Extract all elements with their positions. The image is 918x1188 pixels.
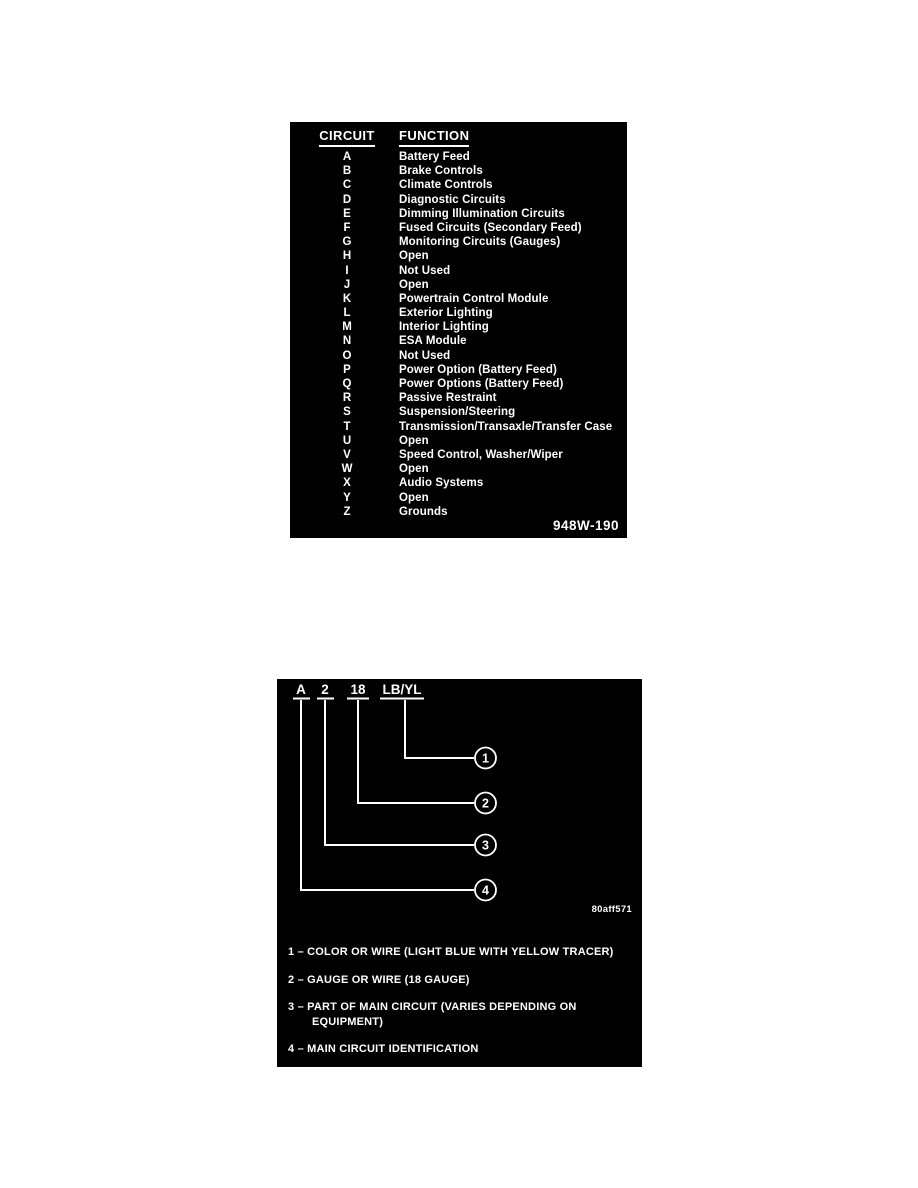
wire-code-main-circuit-label: A (296, 682, 306, 697)
table-row (290, 278, 627, 292)
circuit-function: Audio Systems (399, 477, 484, 490)
circuit-letter: S (343, 406, 351, 419)
circuit-function: Open (399, 250, 429, 263)
wire-code-diagram (277, 679, 642, 929)
table-row (290, 391, 627, 405)
circuit-function: Power Option (Battery Feed) (399, 363, 557, 376)
circuit-function: Transmission/Transaxle/Transfer Case (399, 420, 613, 433)
table-row (290, 207, 627, 221)
circuit-function: Dimming Illumination Circuits (399, 207, 565, 220)
circuit-letter: D (342, 193, 352, 206)
circuit-function: Power Options (Battery Feed) (399, 378, 564, 390)
table-row (290, 377, 627, 391)
table-row (290, 249, 627, 263)
callout-1-number: 1 (482, 751, 489, 766)
table-row (290, 405, 627, 419)
table-row (290, 178, 627, 192)
circuit-function: Not Used (399, 349, 451, 362)
table-row (290, 292, 627, 306)
circuit-function: Speed Control, Washer/Wiper (399, 448, 563, 461)
table-row (290, 363, 627, 377)
legend-item: 1 – COLOR OR WIRE (LIGHT BLUE WITH YELLOW TRACER) (288, 946, 614, 958)
circuit-letter: E (343, 207, 351, 220)
table-row (290, 505, 627, 519)
circuit-column-header (290, 128, 404, 147)
circuit-function: Brake Controls (399, 165, 483, 178)
legend-item: 4 – MAIN CIRCUIT IDENTIFICATION (288, 1043, 479, 1055)
circuit-function: Powertrain Control Module (399, 292, 549, 305)
circuit-letter: B (342, 165, 352, 178)
table-row (290, 448, 627, 462)
circuit-letter: P (343, 363, 351, 376)
circuit-function: Suspension/Steering (399, 406, 516, 419)
circuit-letter: X (343, 477, 351, 490)
diagram-figure-code: 80aff571 (591, 904, 632, 915)
callout-2 (475, 793, 496, 814)
table-row (290, 320, 627, 334)
circuit-function: Not Used (399, 264, 451, 277)
leader-line-gauge (358, 700, 474, 803)
table-row (290, 264, 627, 278)
wire-code-color-label: LB/YL (382, 682, 422, 697)
function-column-header-label: FUNCTION (399, 128, 469, 147)
circuit-letter: O (342, 349, 352, 362)
circuit-letter: L (343, 307, 351, 320)
callout-4-number: 4 (482, 883, 489, 898)
circuit-table-rows (290, 150, 627, 519)
leader-line-main-circuit (301, 700, 474, 890)
circuit-function: Open (399, 434, 429, 447)
diagram-legend (288, 945, 632, 1070)
circuit-function: Interior Lighting (399, 321, 489, 334)
legend-item: 3 – PART OF MAIN CIRCUIT (VARIES DEPENDING ON EQUIPMENT) (288, 1001, 577, 1028)
circuit-function: Open (399, 463, 429, 476)
circuit-letter: Q (342, 378, 352, 390)
circuit-function: Monitoring Circuits (Gauges) (399, 236, 561, 249)
table-row (290, 434, 627, 448)
circuit-letter: K (342, 292, 352, 305)
circuit-letter: M (342, 321, 352, 334)
circuit-letter: Z (343, 505, 351, 518)
circuit-letter: U (342, 434, 352, 447)
leader-line-color (405, 700, 474, 758)
callout-1 (475, 748, 496, 769)
table-row (290, 334, 627, 348)
callout-2-number: 2 (482, 796, 489, 811)
table-row (290, 476, 627, 490)
circuit-function: Exterior Lighting (399, 307, 493, 320)
table-row (290, 150, 627, 164)
circuit-function-table-panel (290, 122, 627, 538)
circuit-letter: R (342, 392, 352, 405)
table-row (290, 221, 627, 235)
circuit-function: Passive Restraint (399, 392, 497, 405)
table-row (290, 306, 627, 320)
table-row (290, 420, 627, 434)
function-column-header (399, 128, 469, 147)
circuit-letter: J (343, 278, 351, 291)
leader-line-part (325, 700, 474, 845)
circuit-letter: V (343, 448, 351, 461)
table-row (290, 462, 627, 476)
circuit-letter: H (342, 250, 352, 263)
circuit-letter: N (342, 335, 352, 348)
circuit-letter: T (343, 420, 351, 433)
table-figure-code: 948W-190 (552, 518, 619, 533)
circuit-letter: A (342, 151, 352, 163)
circuit-function: Grounds (399, 505, 448, 518)
wire-code-part-label: 2 (321, 682, 329, 697)
callout-3 (475, 835, 496, 856)
table-row (290, 491, 627, 505)
circuit-letter: I (345, 264, 349, 277)
table-row (290, 193, 627, 207)
circuit-column-header-label: CIRCUIT (319, 128, 375, 147)
circuit-function: Climate Controls (399, 179, 493, 192)
circuit-function: Open (399, 278, 429, 291)
table-row (290, 235, 627, 249)
circuit-letter: G (342, 236, 352, 249)
circuit-letter: F (343, 221, 351, 234)
circuit-function: Fused Circuits (Secondary Feed) (399, 221, 582, 234)
callout-4 (475, 880, 496, 901)
table-row (290, 164, 627, 178)
callout-3-number: 3 (482, 838, 489, 853)
circuit-letter: W (341, 463, 353, 476)
wire-code-diagram-panel (277, 679, 642, 1067)
circuit-letter: Y (343, 491, 351, 504)
circuit-function: Diagnostic Circuits (399, 193, 506, 206)
circuit-function: ESA Module (399, 335, 467, 348)
wire-code-gauge-label: 18 (350, 682, 366, 697)
circuit-function: Battery Feed (399, 151, 470, 163)
legend-item: 2 – GAUGE OR WIRE (18 GAUGE) (288, 973, 470, 986)
table-row (290, 349, 627, 363)
circuit-letter: C (342, 179, 352, 192)
circuit-function: Open (399, 491, 429, 504)
